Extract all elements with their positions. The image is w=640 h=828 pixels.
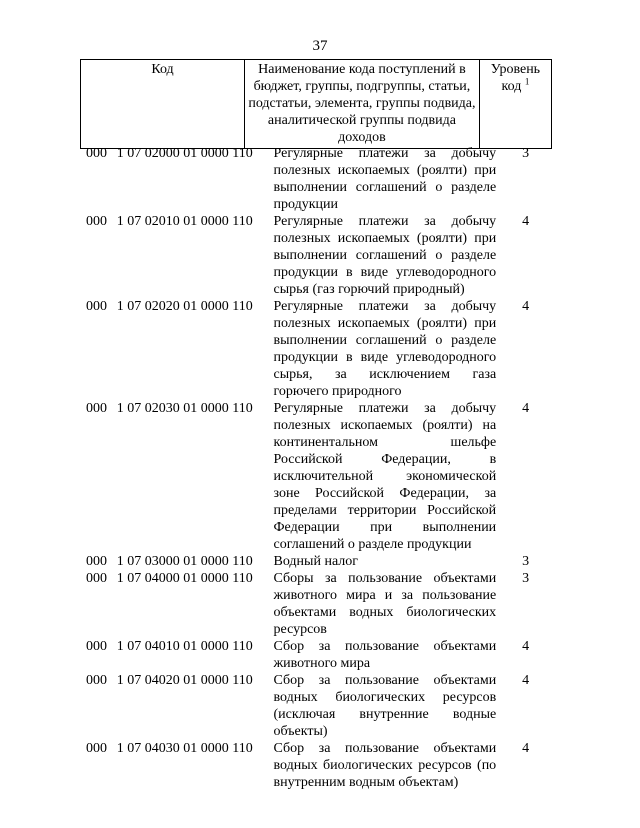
row-prefix: 000 [86, 673, 107, 688]
row-code: 1 07 02000 01 0000 110 [116, 146, 253, 161]
row-prefix: 000 [86, 639, 107, 654]
table-row [80, 638, 552, 672]
table-row [80, 145, 552, 213]
row-level: 4 [522, 741, 530, 756]
row-prefix: 000 [86, 299, 107, 314]
row-name: Водный налог [273, 554, 359, 569]
row-name: Сбор за пользование объектами животного мира [273, 639, 497, 671]
row-code: 1 07 04000 01 0000 110 [116, 571, 253, 586]
table-row [80, 672, 552, 740]
row-code: 1 07 03000 01 0000 110 [116, 554, 253, 569]
row-prefix: 000 [86, 741, 107, 756]
row-level: 3 [522, 146, 530, 161]
row-code: 1 07 04010 01 0000 110 [116, 639, 253, 654]
header-level [479, 60, 551, 149]
row-prefix: 000 [86, 146, 107, 161]
row-code: 1 07 04030 01 0000 110 [116, 741, 253, 756]
row-name: Регулярные платежи за добычу полезных ископаемых (роялти) при выполнении соглашений о разделе продукции в виде углеводородного сырья, за исключением газа горючего природного [273, 299, 497, 399]
table-header [80, 59, 552, 149]
row-level: 4 [522, 401, 530, 416]
header-name: Наименование кода поступлений в бюджет, группы, подгруппы, статьи, подстатьи, элемента, группы подвида, аналитической группы подвида доходов [245, 60, 480, 149]
row-code: 1 07 02030 01 0000 110 [116, 401, 253, 416]
row-level: 4 [522, 639, 530, 654]
row-name: Регулярные платежи за добычу полезных ископаемых (роялти) при выполнении соглашений о разделе продукции [273, 146, 497, 212]
row-level: 3 [522, 571, 530, 586]
row-name: Регулярные платежи за добычу полезных ископаемых (роялти) на континентальном шельфе Российской Федерации, в исключительной экономической зоне Российской Федерации, за пределами территории Российской Федерации при выполнении соглашений о разделе продукции [273, 401, 497, 552]
row-code: 1 07 02020 01 0000 110 [116, 299, 253, 314]
table-row [80, 298, 552, 400]
row-code: 1 07 04020 01 0000 110 [116, 673, 253, 688]
row-level: 3 [522, 554, 530, 569]
header-code: Код [81, 60, 245, 149]
footnote-marker: 1 [524, 76, 530, 87]
table-row [80, 570, 552, 638]
row-level: 4 [522, 214, 530, 229]
row-name: Сбор за пользование объектами водных биологических ресурсов (по внутренним водным объектам) [273, 741, 497, 790]
row-prefix: 000 [86, 554, 107, 569]
row-prefix: 000 [86, 401, 107, 416]
revenue-codes-table [80, 145, 552, 791]
row-level: 4 [522, 673, 530, 688]
row-name: Сборы за пользование объектами животного мира и за пользование объектами водных биологических ресурсов [273, 571, 497, 637]
row-name: Сбор за пользование объектами водных биологических ресурсов (исключая внутренние водные объекты) [273, 673, 497, 739]
table-row [80, 213, 552, 298]
row-name: Регулярные платежи за добычу полезных ископаемых (роялти) при выполнении соглашений о разделе продукции в виде углеводородного сырья (газ горючий природный) [273, 214, 497, 297]
row-code: 1 07 02010 01 0000 110 [116, 214, 253, 229]
table-row [80, 740, 552, 791]
header-level-label: Уровень код [490, 62, 541, 94]
row-level: 4 [522, 299, 530, 314]
page-number: 37 [312, 38, 328, 54]
table-row [80, 553, 552, 570]
row-prefix: 000 [86, 571, 107, 586]
row-prefix: 000 [86, 214, 107, 229]
table-row [80, 400, 552, 553]
